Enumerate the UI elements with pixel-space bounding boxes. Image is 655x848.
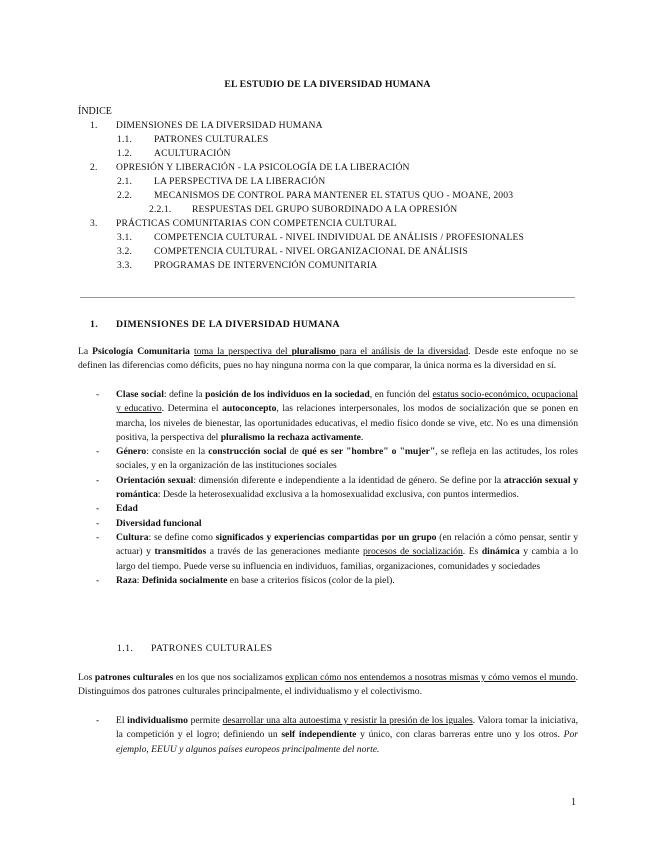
bullet-dash: - [96,517,100,529]
toc-entry-number: 3.2. [117,246,132,257]
text: , en función del [369,389,433,400]
toc-entry-number: 2.2.1. [149,204,172,215]
text: El [116,715,128,726]
toc-entry[interactable] [117,260,377,272]
section-1-number: 1. [90,319,98,330]
toc-entry[interactable] [117,190,513,202]
toc-entry-text: COMPETENCIA CULTURAL - NIVEL ORGANIZACIONAL DE ANÁLISIS [154,246,468,257]
toc-entry[interactable] [149,204,457,216]
bold-text: Diversidad funcional [116,517,202,529]
underlined-text: estatus socio-económico, ocupacional y educativo [116,389,578,415]
underlined-phrase [194,346,468,357]
bold-text: Edad [116,503,138,515]
bold-text: individualismo [127,715,188,726]
list-item-cultura [78,531,578,574]
toc-entry-number: 2.2. [117,190,132,201]
bold-text: Orientación sexual [116,474,194,486]
toc-heading: ÍNDICE [78,106,112,117]
text: a través de las generaciones mediante [206,546,363,558]
text: : define la [163,389,206,400]
underlined-text: explican cómo nos entendemos a nosotras mismas y cómo vemos el mundo [285,672,576,683]
page-number: 1 [571,797,576,808]
toc-entry[interactable] [117,232,524,244]
text: permite [187,715,223,726]
bold-text: self independiente [281,729,357,741]
bold-text: Definida socialmente [141,574,228,586]
bold-text: Género [116,446,147,458]
text: toma la perspectiva del [194,346,292,357]
bullet-dash: - [96,715,100,726]
list-item-orientacion-sexual [78,474,578,503]
toc-entry-number: 2.1. [117,176,132,187]
document-title: EL ESTUDIO DE LA DIVERSIDAD HUMANA [224,79,431,90]
toc-entry[interactable] [90,218,396,230]
toc-entry[interactable] [117,246,468,258]
toc-entry-number: 1.1. [117,134,132,145]
bold-text: autoconcepto [222,403,277,415]
text: y único, con claras barreras entre uno y los otros. [356,729,564,741]
section-1-title: DIMENSIONES DE LA DIVERSIDAD HUMANA [116,319,340,330]
text: . Determina el [161,403,223,415]
bold-text: atracción sexual y romántica [116,474,578,501]
bullet-dash: - [96,531,100,543]
section-1-1-title: PATRONES CULTURALES [151,643,273,654]
text: en base a criterios físicos (color de la piel). [227,574,395,586]
bold-text: posición de los individuos en la sociedad [205,389,370,400]
toc-entry-text: PROGRAMAS DE INTERVENCIÓN COMUNITARIA [154,260,378,271]
toc-entry-number: 1. [90,120,98,131]
bold-text: pluralismo [291,346,336,357]
toc-entry-text: DIMENSIONES DE LA DIVERSIDAD HUMANA [116,120,323,131]
text: , se refleja en las actitudes, los roles sociales, y en la organización de las instituciones sociales [116,446,579,472]
toc-entry-number: 3.1. [117,232,132,243]
text: : [136,574,142,586]
bullet-dash: - [96,574,100,586]
text: (en relación a cómo pensar, sentir y actuar) y [116,531,578,558]
italic-text: Por ejemplo, EEUU y algunos países europeos principalmente del norte. [116,729,579,755]
toc-entry-number: 3. [90,218,98,229]
toc-entry-text: MECANISMOS DE CONTROL PARA MANTENER EL STATUS QUO - MOANE, 2003 [154,190,514,201]
list-item-individualismo [78,714,578,757]
section-1-1-heading [117,643,272,654]
toc-entry-text: COMPETENCIA CULTURAL - NIVEL INDIVIDUAL DE ANÁLISIS / PROFESIONALES [154,232,524,243]
toc-entry[interactable] [117,148,231,160]
horizontal-divider [80,297,575,298]
bold-text: Raza [116,574,137,586]
bullet-dash: - [96,503,100,515]
toc-entry-number: 3.3. [117,260,132,271]
section-1-1-number: 1.1. [117,643,134,654]
text: para el análisis de la diversidad [335,346,469,357]
underlined-text: procesos de socialización [363,546,463,558]
bold-text: Clase social [116,389,164,400]
list-item-raza [78,574,578,588]
toc-entry-text: LA PERSPECTIVA DE LA LIBERACIÓN [154,176,326,187]
bold-text: dinámica [481,546,520,558]
text: . Desde este enfoque no se definen las diferencias como déficits, pues no hay ninguna norma con la que comparar, la única norma es la diversidad en sí. [78,346,578,372]
bold-text: qué es ser "hombre" o "mujer" [301,446,436,458]
toc-entry-number: 1.2. [117,148,132,159]
bullet-dash: - [96,446,100,458]
bold-text: Psicología Comunitaria [92,346,190,357]
text: : consiste en la [146,446,209,458]
bold-text: pluralismo la rechaza activamente [220,431,361,443]
list-item-diversidad-funcional [78,517,578,531]
text: y cambia a lo largo del tiempo. Puede verse su influencia en individuos, familias, organizaciones, comunidades y sociedades [116,546,578,572]
toc-entry-text: PATRONES CULTURALES [154,134,269,145]
toc-entry-text: PRÁCTICAS COMUNITARIAS CON COMPETENCIA CULTURAL [116,218,397,229]
toc-entry-text: RESPUESTAS DEL GRUPO SUBORDINADO A LA OPRESIÓN [192,204,458,215]
section-1-intro [78,345,578,374]
text: : se define como [148,531,216,543]
text: : dimensión diferente e independiente a la identidad de género. Se define por la [193,474,504,486]
text: . Valora tomar la iniciativa, la competición y el logro; definiendo un [116,715,578,741]
bold-text: patrones culturales [94,672,174,683]
bold-text: significados y experiencias compartidas por un grupo [215,531,437,543]
toc-entry[interactable] [90,120,323,132]
dimensions-list [78,388,578,588]
section-1-heading [90,319,340,330]
text: La [78,346,93,357]
bullet-dash: - [96,389,100,400]
toc-entry-number: 2. [90,162,98,173]
bold-text: transmitidos [154,546,207,558]
list-item-genero [78,445,578,474]
bold-text: construcción social [208,446,287,458]
text: . [360,431,364,443]
section-1-1-intro [78,671,578,700]
toc-entry[interactable] [90,162,410,174]
text: . Es [462,546,482,558]
text: : Desde la heterosexualidad exclusiva a la homosexualidad exclusiva, con puntos intermedios. [157,489,519,501]
text: de [286,446,302,458]
list-item-clase-social [78,388,578,445]
patterns-list [78,714,578,757]
bullet-dash: - [96,474,100,486]
text: , las relaciones interpersonales, los modos de socialización que se ponen en marcha, los niveles de bienestar, las oportunidades educativas, el medio físico donde se vive, etc. No es una dimensión positiva, la perspectiva del [116,403,578,443]
toc-entry-text: OPRESIÓN Y LIBERACIÓN - LA PSICOLOGÍA DE LA LIBERACIÓN [116,162,410,173]
toc-entry[interactable] [117,176,325,188]
text: Los [78,672,95,683]
text: . Distinguimos dos patrones culturales principalmente, el individualismo y el colectivismo. [78,672,579,698]
underlined-text: desarrollar una alta autoestima y resistir la presión de los iguales [222,715,473,726]
list-item-edad [78,502,578,516]
bold-text: Cultura [116,531,149,543]
text: en los que nos socializamos [173,672,286,683]
toc-entry[interactable] [117,134,268,146]
toc-entry-text: ACULTURACIÓN [154,148,231,159]
